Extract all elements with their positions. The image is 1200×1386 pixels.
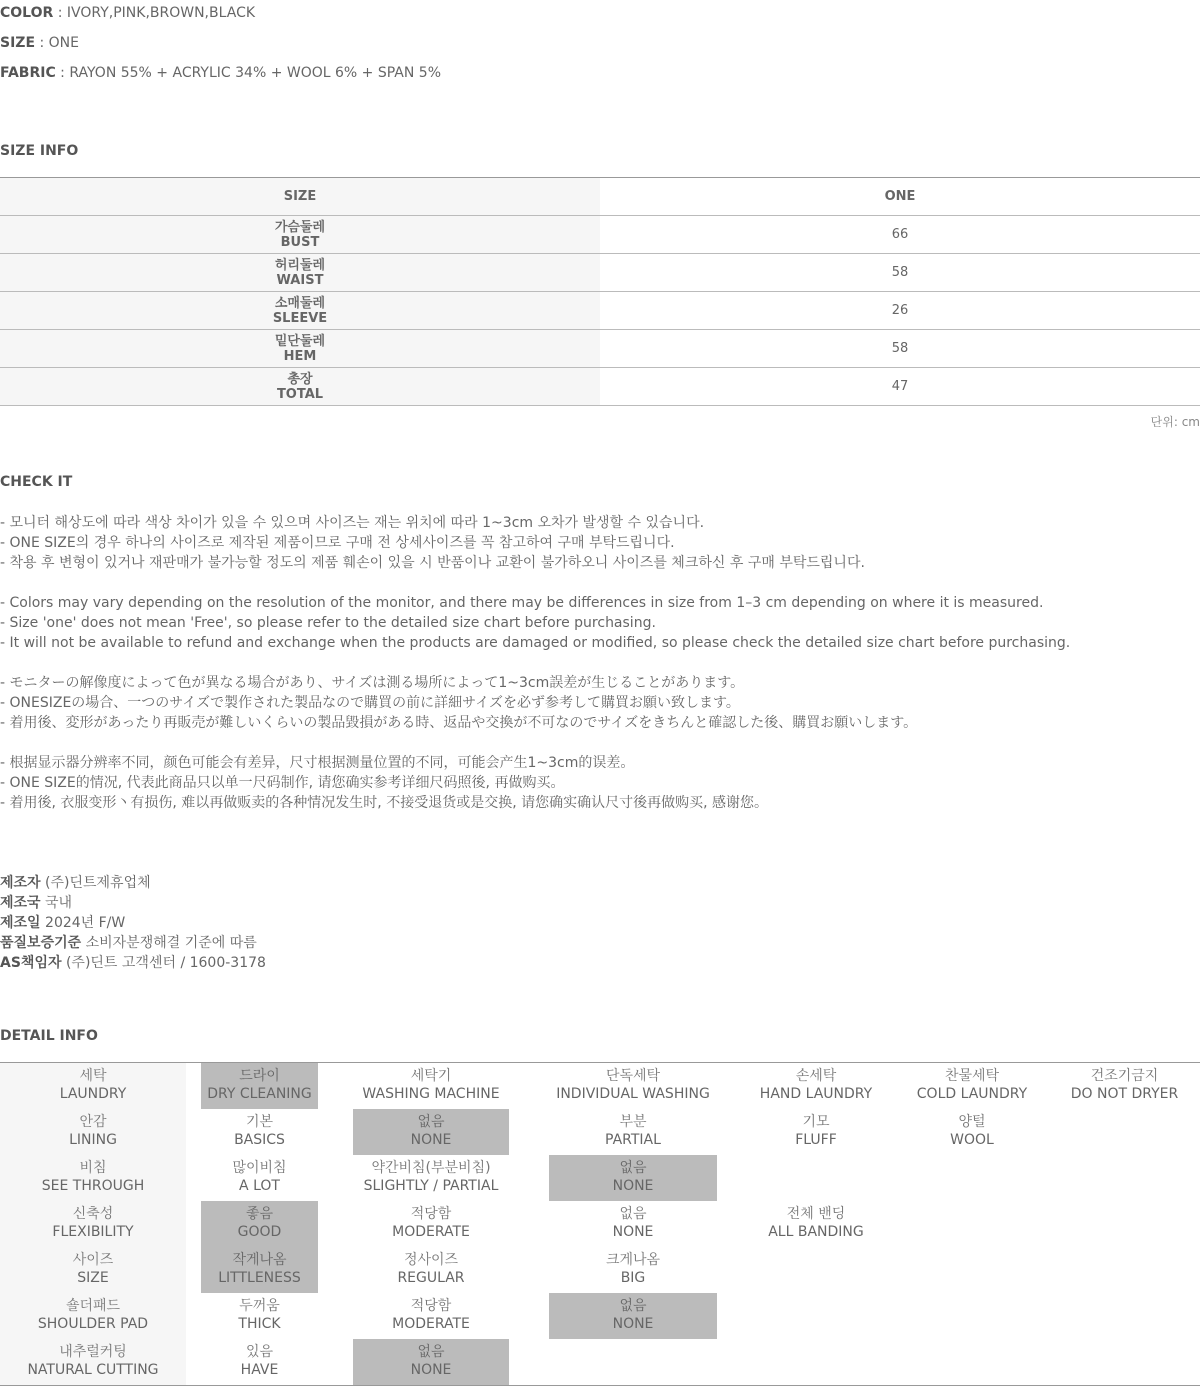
detail-option-kr: 있음 [245, 1344, 274, 1360]
size-table-row [0, 292, 1200, 330]
detail-option [549, 1201, 717, 1247]
detail-option-en: NONE [612, 1224, 654, 1240]
maker-as-value: (주)딘트 고객센터 / 1600-3178 [65, 955, 266, 971]
check-line: - Size 'one' does not mean 'Free', so please refer to the detailed size chart before purchasing. [0, 615, 656, 631]
detail-row [0, 1201, 1200, 1247]
detail-row-label-kr: 신축성 [72, 1206, 114, 1222]
detail-option-kr: 기모 [802, 1114, 830, 1130]
detail-row [0, 1155, 1200, 1201]
spec-size-label: SIZE [0, 35, 36, 51]
maker-manufacturer [0, 874, 151, 892]
detail-option-selected [201, 1063, 318, 1109]
spec-fabric-value: RAYON 55% + ACRYLIC 34% + WOOL 6% + SPAN 5% [69, 65, 441, 81]
detail-option-selected [201, 1201, 318, 1247]
detail-row-label-kr: 비침 [79, 1160, 107, 1176]
detail-option-kr: 찬물세탁 [944, 1068, 1000, 1084]
detail-option-en: BASICS [234, 1132, 285, 1148]
maker-country [0, 894, 72, 912]
detail-option-selected-kr: 작게나옴 [232, 1252, 287, 1268]
size-table-row [0, 254, 1200, 292]
detail-option-kr: 약간비침(부분비침) [371, 1160, 491, 1176]
detail-option-kr: 많이비침 [232, 1160, 287, 1176]
maker-manufacturer-label: 제조자 [0, 875, 41, 891]
detail-option [747, 1063, 885, 1109]
detail-option-kr: 손세탁 [795, 1068, 837, 1084]
detail-option-kr: 건조기금지 [1090, 1068, 1159, 1084]
maker-as-label: AS책임자 [0, 955, 62, 971]
detail-option-selected [201, 1247, 318, 1293]
detail-row-label-kr: 사이즈 [72, 1252, 114, 1268]
detail-option [353, 1063, 509, 1109]
spec-size-value: ONE [48, 35, 79, 51]
size-row-label-kr: 총장 [287, 371, 313, 387]
detail-row-label-en: SIZE [77, 1270, 109, 1286]
size-table-row [0, 216, 1200, 254]
detail-row-label [0, 1155, 186, 1201]
detail-option-kr: 적당함 [410, 1206, 452, 1222]
check-line: - 착용 후 변형이 있거나 재판매가 불가능할 정도의 제품 훼손이 있을 시 반품이나 교환이 불가하오니 사이즈를 체크하신 후 구매 부탁드립니다. [0, 555, 865, 571]
detail-row [0, 1109, 1200, 1155]
detail-row-label-kr: 세탁 [79, 1068, 107, 1084]
check-line: - ONE SIZE的情况, 代表此商品只以单一尺码制作, 请您确实参考详细尺码照後, 再做购买。 [0, 775, 565, 791]
check-line: - Colors may vary depending on the resolution of the monitor, and there may be differences in size from 1–3 cm depending on where it is measured. [0, 595, 1044, 611]
size-row-label [0, 368, 600, 406]
detail-row-label-en: FLEXIBILITY [52, 1224, 134, 1240]
check-line: - It will not be available to refund and exchange when the products are damaged or modified, so please check the detailed size chart before purchasing. [0, 635, 1071, 651]
detail-option-kr: 적당함 [410, 1298, 452, 1314]
detail-row-label-kr: 내추럴커팅 [59, 1344, 127, 1360]
detail-option-selected-en: NONE [612, 1316, 654, 1332]
detail-option [900, 1109, 1044, 1155]
detail-option-kr: 전체 밴딩 [786, 1206, 846, 1222]
detail-option [353, 1155, 509, 1201]
size-table-row [0, 330, 1200, 368]
detail-option-en: REGULAR [397, 1270, 465, 1286]
detail-option [549, 1063, 717, 1109]
size-row-label-kr: 가슴둘레 [274, 219, 326, 235]
size-row-value: 47 [600, 368, 1200, 406]
detail-option [549, 1247, 717, 1293]
spec-size: SIZE : ONE [0, 35, 79, 51]
detail-row-label [0, 1247, 186, 1293]
size-info-heading: SIZE INFO [0, 143, 79, 159]
size-row-value: 26 [600, 292, 1200, 330]
detail-option-en: A LOT [239, 1178, 280, 1194]
detail-option [1049, 1063, 1200, 1109]
size-row-label-en: TOTAL [276, 386, 324, 402]
detail-option [747, 1201, 885, 1247]
detail-row-label [0, 1293, 186, 1339]
detail-option-kr: 단독세탁 [605, 1068, 661, 1084]
detail-option-selected-kr: 좋음 [245, 1206, 274, 1222]
detail-row-label-en: LINING [69, 1132, 117, 1148]
detail-option-selected [549, 1293, 717, 1339]
maker-quality-label: 품질보증기준 [0, 935, 82, 951]
detail-option-en: HAVE [240, 1362, 279, 1378]
detail-row-label-en: LAUNDRY [59, 1086, 127, 1102]
detail-option-kr: 두꺼움 [239, 1298, 280, 1314]
detail-row [0, 1293, 1200, 1339]
size-row-label-kr: 밑단둘레 [274, 333, 326, 349]
detail-row-label-kr: 숄더패드 [65, 1298, 121, 1314]
detail-row-label [0, 1201, 186, 1247]
size-table-row [0, 368, 1200, 406]
check-it-heading: CHECK IT [0, 474, 73, 490]
maker-date-value: 2024년 F/W [45, 915, 126, 931]
detail-option-selected-en: NONE [410, 1132, 452, 1148]
check-line: - ONESIZEの場合、一つのサイズで製作された製品なので購買の前に詳細サイズを必ず参考して購買お願い致します。 [0, 695, 740, 711]
detail-option-selected-kr: 없음 [417, 1114, 445, 1130]
detail-option [201, 1155, 318, 1201]
detail-option-en: WOOL [950, 1132, 994, 1148]
size-row-label-en: HEM [283, 348, 317, 364]
detail-option-en: THICK [238, 1316, 281, 1332]
detail-option-selected [549, 1155, 717, 1201]
detail-option-en: HAND LAUNDRY [759, 1086, 873, 1102]
maker-date-label: 제조일 [0, 915, 41, 931]
maker-country-label: 제조국 [0, 895, 41, 911]
detail-option-selected-kr: 드라이 [239, 1068, 280, 1084]
detail-option-en: INDIVIDUAL WASHING [556, 1086, 710, 1102]
detail-option-en: SLIGHTLY / PARTIAL [363, 1178, 499, 1194]
detail-option [201, 1293, 318, 1339]
detail-option-kr: 크게나옴 [605, 1252, 661, 1268]
detail-option-kr: 기본 [245, 1114, 274, 1130]
detail-info-heading: DETAIL INFO [0, 1028, 98, 1044]
spec-color-value: IVORY,PINK,BROWN,BLACK [66, 5, 256, 21]
size-header-label: SIZE [0, 178, 600, 216]
detail-option [201, 1339, 318, 1385]
detail-row-label-en: SEE THROUGH [41, 1178, 145, 1194]
detail-option [201, 1109, 318, 1155]
detail-option-selected-kr: 없음 [417, 1344, 445, 1360]
detail-grid [0, 1062, 1200, 1386]
check-line: - 모니터 해상도에 따라 색상 차이가 있을 수 있으며 사이즈는 재는 위치에 따라 1~3cm 오차가 발생할 수 있습니다. [0, 515, 705, 531]
detail-option-selected-kr: 없음 [619, 1160, 647, 1176]
check-line: - 着用後, 衣服变形丶有损伤, 难以再做贩卖的各种情况发生时, 不接受退货或是交换, 请您确实确认尺寸後再做购买, 感谢您。 [0, 795, 769, 811]
detail-row [0, 1063, 1200, 1109]
maker-quality-value: 소비자분쟁해결 기준에 따름 [85, 935, 257, 951]
detail-option-kr: 양털 [958, 1114, 986, 1130]
detail-option-selected-kr: 없음 [619, 1298, 647, 1314]
spec-color: COLOR : IVORY,PINK,BROWN,BLACK [0, 5, 256, 21]
detail-option [353, 1201, 509, 1247]
detail-row-label [0, 1063, 186, 1109]
detail-option-kr: 없음 [619, 1206, 647, 1222]
detail-option-selected [353, 1339, 509, 1385]
detail-option-en: COLD LAUNDRY [916, 1086, 1028, 1102]
size-row-label-en: SLEEVE [272, 310, 328, 326]
detail-option-en: BIG [620, 1270, 646, 1286]
detail-option-en: DO NOT DRYER [1070, 1086, 1179, 1102]
size-table [0, 177, 1200, 406]
detail-option [549, 1109, 717, 1155]
detail-option-en: MODERATE [392, 1224, 470, 1240]
maker-as [0, 954, 266, 972]
detail-row-label [0, 1339, 186, 1385]
detail-row [0, 1339, 1200, 1385]
size-row-label-kr: 허리둘레 [274, 257, 326, 273]
size-unit-note: 단위: cm [1150, 415, 1200, 429]
size-row-value: 66 [600, 216, 1200, 254]
detail-option-selected-en: DRY CLEANING [207, 1086, 312, 1102]
maker-date [0, 914, 125, 932]
size-row-label-en: WAIST [276, 272, 324, 288]
check-line: - モニターの解像度によって色が異なる場合があり、サイズは測る場所によって1~3cm誤差が生じることがあります。 [0, 675, 745, 691]
maker-manufacturer-value: (주)딘트제휴업체 [45, 875, 151, 891]
size-row-label [0, 216, 600, 254]
size-row-value: 58 [600, 254, 1200, 292]
detail-option-kr: 세탁기 [410, 1068, 452, 1084]
size-row-value: 58 [600, 330, 1200, 368]
detail-option-kr: 부분 [619, 1114, 647, 1130]
size-row-label [0, 254, 600, 292]
detail-row-label-en: SHOULDER PAD [37, 1316, 149, 1332]
detail-option-kr: 정사이즈 [403, 1252, 459, 1268]
detail-row-label-kr: 안감 [79, 1114, 107, 1130]
detail-option-en: MODERATE [392, 1316, 470, 1332]
spec-fabric: FABRIC : RAYON 55% + ACRYLIC 34% + WOOL 6% + SPAN 5% [0, 65, 441, 81]
detail-option [900, 1063, 1044, 1109]
detail-option [353, 1293, 509, 1339]
maker-country-value: 국내 [45, 895, 73, 911]
detail-option [747, 1109, 885, 1155]
detail-row-label [0, 1109, 186, 1155]
size-row-label-kr: 소매둘레 [274, 295, 326, 311]
spec-fabric-label: FABRIC [0, 65, 56, 81]
spec-color-label: COLOR [0, 5, 54, 21]
detail-option-selected-en: NONE [410, 1362, 452, 1378]
size-row-label [0, 330, 600, 368]
detail-option-selected [353, 1109, 509, 1155]
size-row-label-en: BUST [280, 234, 320, 250]
size-table-header-row [0, 178, 1200, 216]
detail-option-en: ALL BANDING [768, 1224, 864, 1240]
check-line: - ONE SIZE의 경우 하나의 사이즈로 제작된 제품이므로 구매 전 상세사이즈를 꼭 참고하여 구매 부탁드립니다. [0, 535, 675, 551]
detail-option-selected-en: LITTLENESS [218, 1270, 301, 1286]
detail-option-en: WASHING MACHINE [362, 1086, 500, 1102]
detail-option [353, 1247, 509, 1293]
detail-option-en: FLUFF [795, 1132, 837, 1148]
detail-row-label-en: NATURAL CUTTING [27, 1362, 159, 1378]
detail-option-selected-en: GOOD [237, 1224, 282, 1240]
detail-row [0, 1247, 1200, 1293]
check-line: - 根据显示器分辨率不同，颜色可能会有差异，尺寸根据测量位置的不同，可能会产生1~3cm的误差。 [0, 755, 635, 771]
detail-option-en: PARTIAL [605, 1132, 661, 1148]
check-line: - 着用後、変形があったり再販売が難しいくらいの製品毀損がある時、返品や交換が不可なのでサイズをきちんと確認した後、購買お願いします。 [0, 715, 918, 731]
detail-option-selected-en: NONE [612, 1178, 654, 1194]
size-row-label [0, 292, 600, 330]
size-header-value: ONE [600, 178, 1200, 216]
maker-quality [0, 934, 257, 952]
